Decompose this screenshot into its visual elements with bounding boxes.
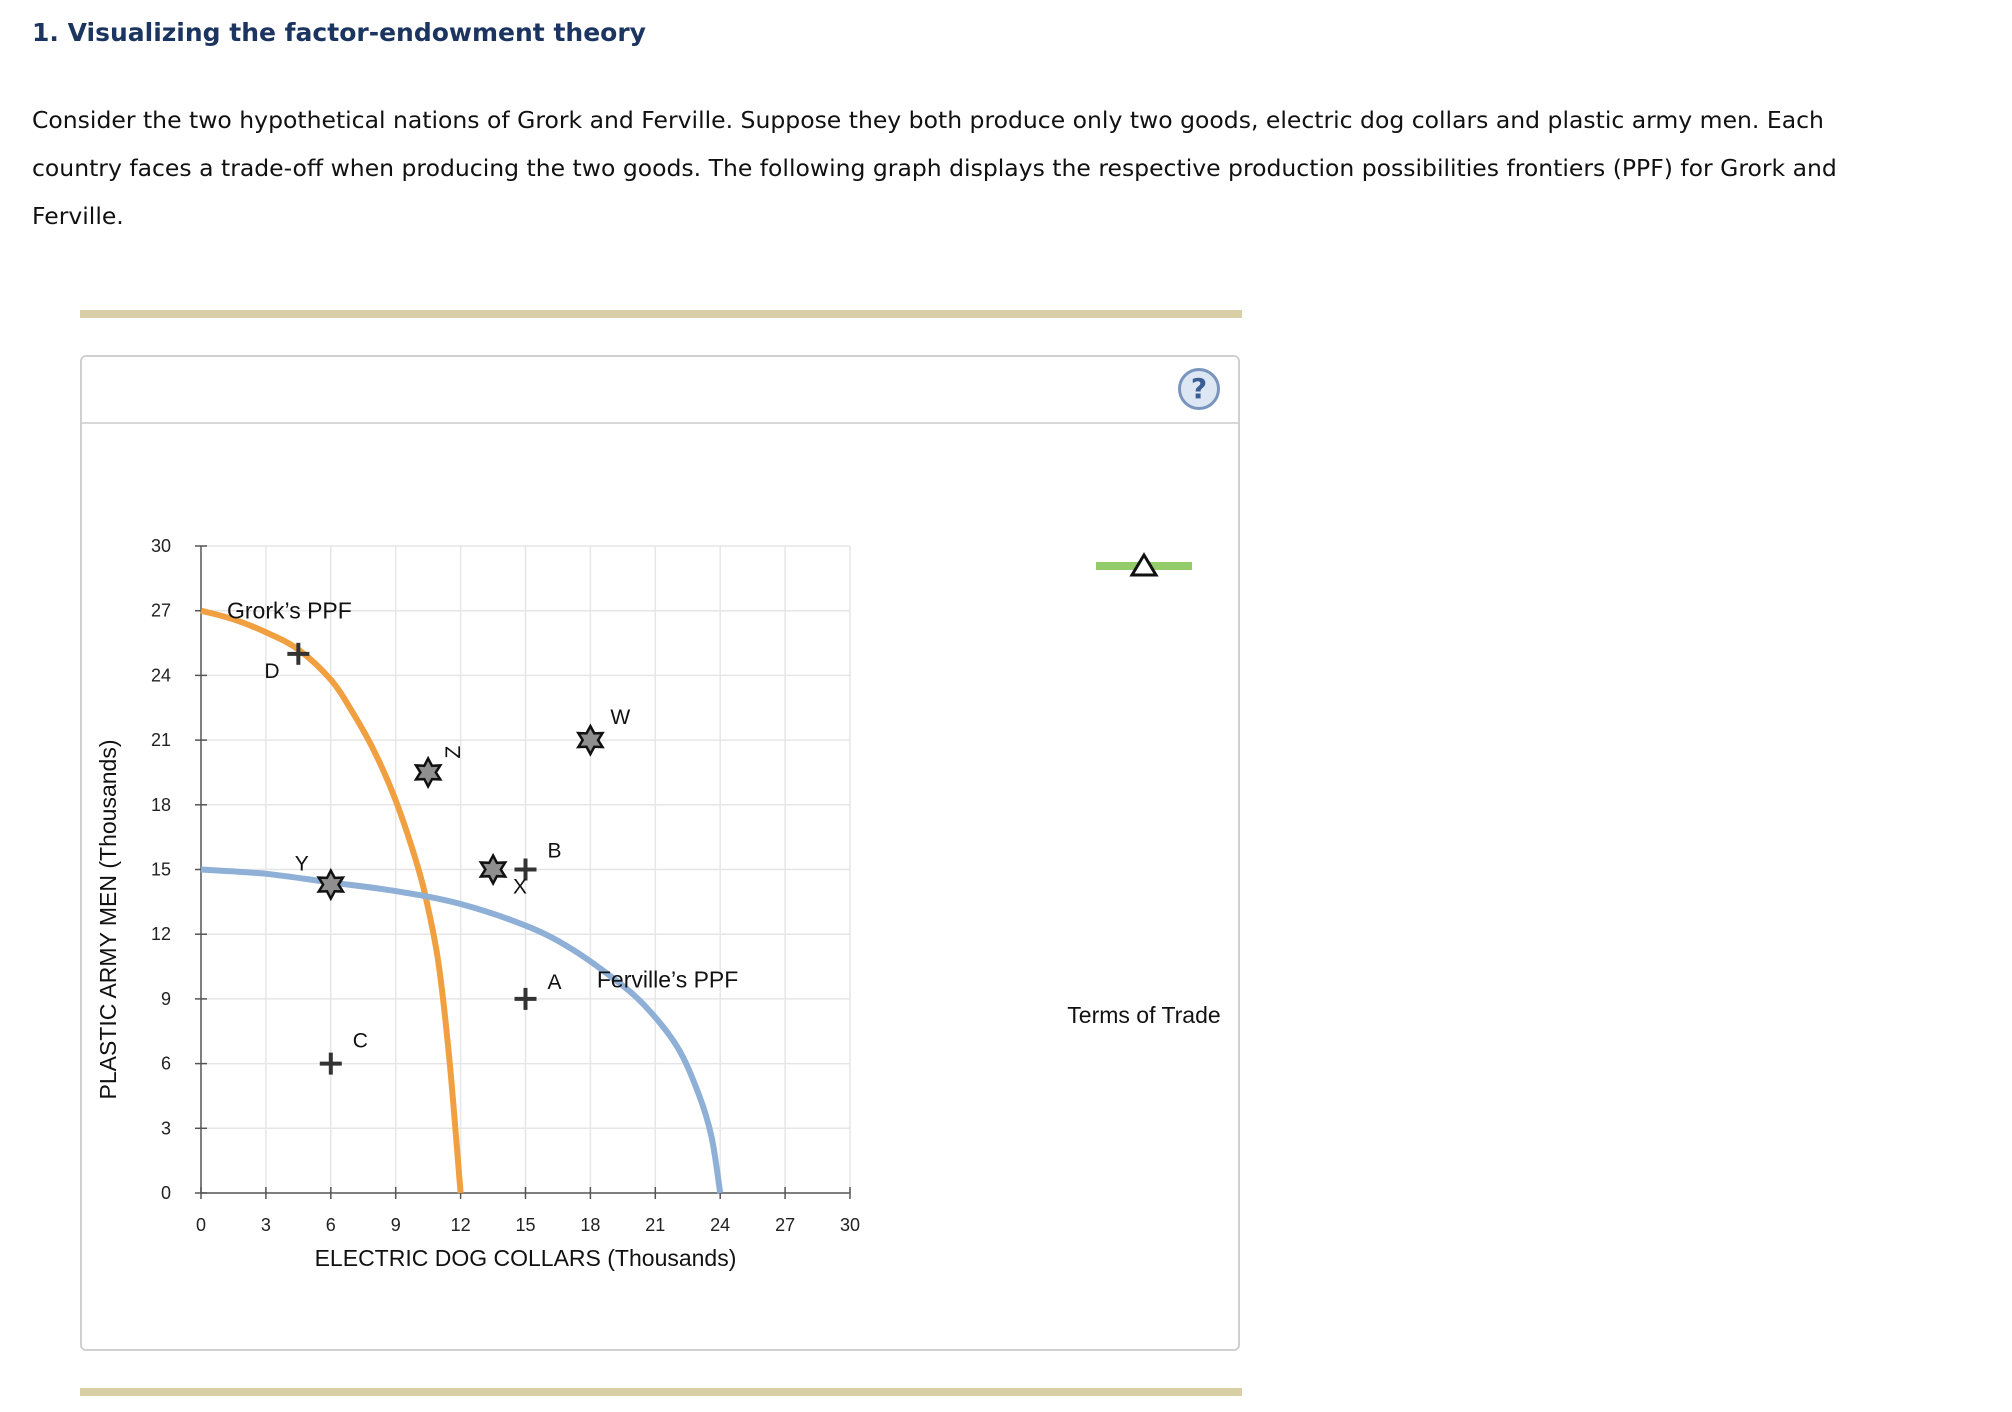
point-y-star-marker bbox=[319, 871, 343, 899]
y-tick-label: 18 bbox=[150, 794, 171, 815]
point-b-label: B bbox=[547, 839, 562, 863]
point-w-label: W bbox=[610, 706, 631, 730]
ppf-chart bbox=[82, 357, 1238, 1349]
x-tick-label: 24 bbox=[710, 1215, 731, 1235]
x-tick-label: 18 bbox=[580, 1215, 601, 1235]
point-x-label: X bbox=[513, 875, 528, 899]
point-z-star-marker bbox=[416, 758, 440, 786]
top-divider bbox=[80, 310, 1242, 318]
point-c-label: C bbox=[352, 1029, 368, 1053]
x-tick-label: 0 bbox=[195, 1215, 207, 1235]
y-tick-label: 24 bbox=[150, 665, 171, 686]
x-tick-label: 27 bbox=[775, 1215, 796, 1235]
y-tick-label: 21 bbox=[150, 730, 171, 751]
y-tick-label: 0 bbox=[160, 1183, 171, 1203]
y-tick-label: 27 bbox=[150, 600, 171, 621]
point-x-star-marker bbox=[481, 856, 505, 884]
intro-paragraph: Consider the two hypothetical nations of Grork and Ferville. Suppose they both produce only two goods, electric dog collars and plastic army men. Each country faces a trade-off when producing the two goods. The following graph displays the respective production possibilities frontiers (PPF) for Grork and Ferville. bbox=[32, 106, 1837, 230]
x-tick-label: 21 bbox=[645, 1215, 666, 1235]
graph-panel bbox=[80, 355, 1240, 1351]
y-tick-label: 30 bbox=[150, 536, 171, 556]
x-tick-label: 3 bbox=[260, 1215, 271, 1235]
y-tick-label: 15 bbox=[150, 859, 171, 880]
x-tick-label: 30 bbox=[839, 1215, 861, 1235]
y-axis-title: PLASTIC ARMY MEN (Thousands) bbox=[95, 739, 121, 1100]
point-w-star-marker bbox=[578, 726, 602, 754]
point-d-label: D bbox=[264, 659, 280, 683]
point-c-cross-marker bbox=[320, 1053, 342, 1075]
point-a-cross-marker bbox=[515, 988, 537, 1010]
y-tick-label: 9 bbox=[160, 988, 171, 1009]
y-tick-label: 3 bbox=[160, 1118, 171, 1139]
grork-ppf-label: Grork’s PPF bbox=[227, 597, 352, 624]
point-y-label: Y bbox=[294, 852, 309, 876]
x-tick-label: 12 bbox=[450, 1215, 471, 1235]
y-tick-label: 6 bbox=[160, 1053, 171, 1074]
y-tick-label: 12 bbox=[150, 924, 171, 945]
terms-of-trade-label: Terms of Trade bbox=[1067, 1002, 1221, 1028]
bottom-divider bbox=[80, 1388, 1242, 1396]
page-title: 1. Visualizing the factor-endowment theory bbox=[32, 18, 646, 47]
help-icon[interactable]: ? bbox=[1178, 368, 1220, 410]
ferville-ppf-label: Ferville’s PPF bbox=[596, 966, 739, 993]
x-tick-label: 15 bbox=[515, 1215, 536, 1235]
x-tick-label: 9 bbox=[390, 1215, 401, 1235]
point-z-label: Z bbox=[442, 745, 466, 759]
x-tick-label: 6 bbox=[325, 1215, 336, 1235]
x-axis-title: ELECTRIC DOG COLLARS (Thousands) bbox=[314, 1245, 737, 1271]
point-a-label: A bbox=[547, 970, 562, 994]
